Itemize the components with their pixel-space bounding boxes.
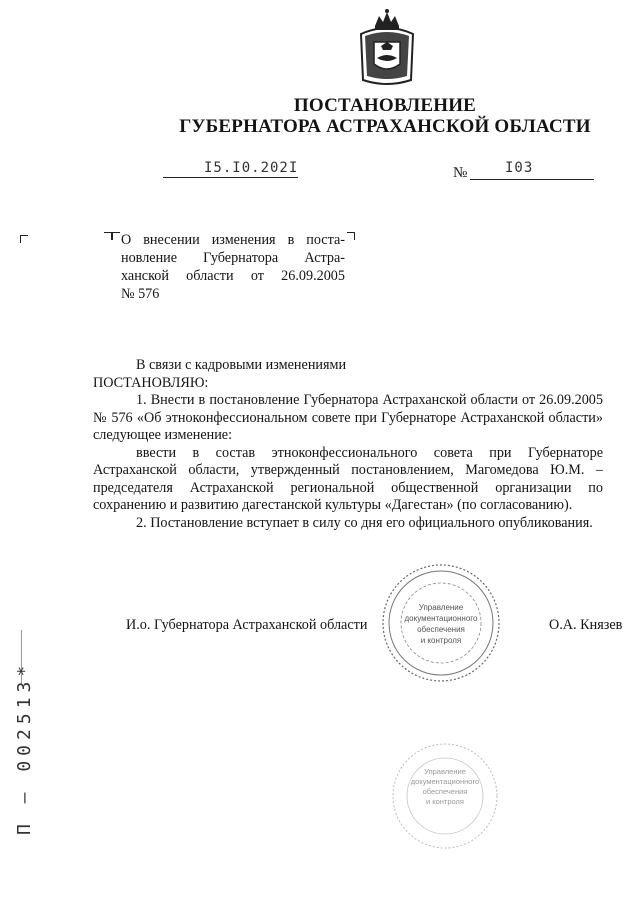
item-1-detail: ввести в состав этноконфессионального совета при Губернаторе Астраханской области, утвержденный постановлением, Магомедова Ю.М. – председателя Астраханской региональной общественной организации по сохранению и развитию дагестанской культуры «Дагестан» (по согласованию). [93,444,603,513]
document-number: I03 [505,160,534,176]
number-label: № [453,165,468,181]
corner-mark [347,232,355,240]
intro-paragraph: В связи с кадровыми изменениями [136,357,347,373]
subject-line: № 576 [121,286,160,302]
official-seal [380,562,502,684]
corner-mark [104,232,112,240]
signatory-position: И.о. Губернатора Астраханской области [126,617,368,633]
corner-mark [112,232,120,240]
document-issuer: ГУБЕРНАТОРА АСТРАХАНСКОЙ ОБЛАСТИ [179,116,591,137]
seal-text: обеспечения [417,625,465,634]
seal-text: и контроля [425,797,465,806]
subject-line: новление Губернатора Астра- [121,250,345,266]
signatory-name: О.А. Князев [549,617,623,633]
subject-line: ханской области от 26.09.2005 [121,268,345,284]
document-date: I5.I0.202I [204,160,299,176]
seal-text: Управление [418,603,464,612]
date-underline [163,177,298,178]
seal-text: документационного [404,614,478,623]
coat-of-arms-icon [357,8,417,88]
decree-word: ПОСТАНОВЛЯЮ: [93,374,209,391]
registration-code: П – 002513* [14,660,35,835]
item-1: 1. Внести в постановление Губернатора Астраханской области от 26.09.2005 № 576 «Об этноконфессиональном совете при Губернаторе Астраханской области» следующее изменение: [93,392,603,443]
seal-text: документационного [410,777,480,786]
seal-text: Управление [424,767,466,776]
corner-mark [20,235,28,243]
faint-seal [387,738,503,854]
number-underline [470,179,594,180]
item-2: 2. Постановление вступает в силу со дня его официального опубликования. [136,514,593,531]
seal-text: и контроля [420,636,462,645]
document-subject [121,231,345,303]
document-title: ПОСТАНОВЛЕНИЕ [293,95,477,116]
document-body [93,357,603,532]
subject-line: О внесении изменения в поста- [121,232,345,248]
seal-text: обеспечения [422,787,468,796]
